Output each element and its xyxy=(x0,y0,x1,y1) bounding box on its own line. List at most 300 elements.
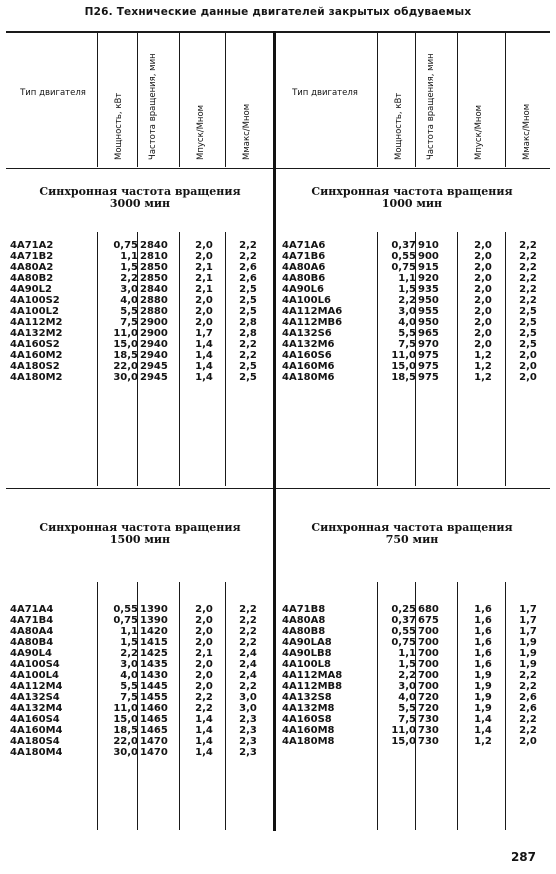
table-row xyxy=(0,670,556,681)
max-ratio-cell: 2,5 xyxy=(519,339,537,350)
max-ratio-cell: 2,2 xyxy=(519,284,537,295)
header-start-ratio-label: Мпуск/Мном xyxy=(196,104,206,160)
start-ratio-cell: 2,0 xyxy=(195,659,213,670)
speed-cell: 2900 xyxy=(140,328,168,339)
motor-type-cell: 4A71B2 xyxy=(10,251,54,262)
max-ratio-cell: 1,7 xyxy=(519,626,537,637)
power-cell: 18,5 xyxy=(113,350,138,361)
start-ratio-cell: 1,6 xyxy=(474,648,492,659)
section-title: Синхронная частота вращения 3000 мин xyxy=(39,185,241,210)
speed-cell: 1420 xyxy=(140,626,168,637)
max-ratio-cell: 2,0 xyxy=(519,350,537,361)
speed-cell: 700 xyxy=(418,659,439,670)
table-row xyxy=(0,284,556,295)
max-ratio-cell: 2,2 xyxy=(519,670,537,681)
motor-type-cell: 4A100S2 xyxy=(10,295,60,306)
speed-cell: 1435 xyxy=(140,659,168,670)
max-ratio-cell: 2,5 xyxy=(239,295,257,306)
start-ratio-cell: 2,0 xyxy=(195,240,213,251)
power-cell: 5,5 xyxy=(120,306,138,317)
table-row xyxy=(0,615,556,626)
speed-cell: 700 xyxy=(418,648,439,659)
speed-cell: 975 xyxy=(418,361,439,372)
speed-cell: 720 xyxy=(418,692,439,703)
table-row xyxy=(0,372,556,383)
table-row xyxy=(0,626,556,637)
header-col-divider xyxy=(377,33,378,167)
motor-type-cell: 4A80A6 xyxy=(282,262,326,273)
power-cell: 15,0 xyxy=(113,339,138,350)
motor-type-cell: 4A71B4 xyxy=(10,615,54,626)
max-ratio-cell: 2,3 xyxy=(239,747,257,758)
header-power-label: Мощность, кВт xyxy=(394,92,404,160)
start-ratio-cell: 2,0 xyxy=(474,339,492,350)
motor-type-cell: 4A132M6 xyxy=(282,339,335,350)
start-ratio-cell: 1,6 xyxy=(474,626,492,637)
header-start-ratio-label: Мпуск/Мном xyxy=(474,104,484,160)
table-row xyxy=(0,240,556,251)
start-ratio-cell: 1,4 xyxy=(195,350,213,361)
power-cell: 18,5 xyxy=(391,372,416,383)
power-cell: 0,55 xyxy=(391,626,416,637)
speed-cell: 2940 xyxy=(140,339,168,350)
motor-type-cell: 4A160M6 xyxy=(282,361,335,372)
table-row xyxy=(0,306,556,317)
speed-cell: 950 xyxy=(418,317,439,328)
table-row xyxy=(0,350,556,361)
table-caption: П26. Технические данные двигателей закрытых обдуваемых xyxy=(84,6,472,18)
table-row xyxy=(0,361,556,372)
max-ratio-cell: 2,2 xyxy=(519,295,537,306)
start-ratio-cell: 1,4 xyxy=(195,372,213,383)
max-ratio-cell: 2,5 xyxy=(519,317,537,328)
motor-type-cell: 4A71B8 xyxy=(282,604,326,615)
start-ratio-cell: 2,0 xyxy=(195,637,213,648)
power-cell: 1,5 xyxy=(120,262,138,273)
speed-cell: 730 xyxy=(418,736,439,747)
power-cell: 0,55 xyxy=(391,251,416,262)
table-row xyxy=(0,659,556,670)
start-ratio-cell: 2,0 xyxy=(474,262,492,273)
middle-rule xyxy=(6,488,550,489)
motor-type-cell: 4A180S2 xyxy=(10,361,60,372)
speed-cell: 1430 xyxy=(140,670,168,681)
power-cell: 1,1 xyxy=(120,251,138,262)
start-ratio-cell: 2,0 xyxy=(195,615,213,626)
start-ratio-cell: 1,2 xyxy=(474,736,492,747)
start-ratio-cell: 1,4 xyxy=(474,714,492,725)
max-ratio-cell: 2,2 xyxy=(239,240,257,251)
table-row xyxy=(0,692,556,703)
speed-cell: 2840 xyxy=(140,240,168,251)
speed-cell: 920 xyxy=(418,273,439,284)
motor-type-cell: 4A100L2 xyxy=(10,306,59,317)
table-row xyxy=(0,637,556,648)
max-ratio-cell: 2,8 xyxy=(239,317,257,328)
table-row xyxy=(0,681,556,692)
max-ratio-cell: 2,5 xyxy=(239,372,257,383)
power-cell: 11,0 xyxy=(113,328,138,339)
table-row xyxy=(0,328,556,339)
power-cell: 4,0 xyxy=(120,295,138,306)
power-cell: 5,5 xyxy=(120,681,138,692)
motor-type-cell: 4A160M8 xyxy=(282,725,335,736)
power-cell: 3,0 xyxy=(398,306,416,317)
power-cell: 30,0 xyxy=(113,372,138,383)
power-cell: 0,37 xyxy=(391,240,416,251)
power-cell: 30,0 xyxy=(113,747,138,758)
power-cell: 0,75 xyxy=(113,240,138,251)
motor-type-cell: 4A112MA6 xyxy=(282,306,343,317)
start-ratio-cell: 2,0 xyxy=(195,251,213,262)
max-ratio-cell: 2,2 xyxy=(519,714,537,725)
start-ratio-cell: 2,1 xyxy=(195,262,213,273)
start-ratio-cell: 1,6 xyxy=(474,604,492,615)
motor-type-cell: 4A80B8 xyxy=(282,626,326,637)
motor-type-cell: 4A112M4 xyxy=(10,681,63,692)
header-col-divider xyxy=(137,33,138,167)
max-ratio-cell: 2,4 xyxy=(239,659,257,670)
start-ratio-cell: 1,9 xyxy=(474,681,492,692)
speed-cell: 2900 xyxy=(140,317,168,328)
table-row xyxy=(0,747,556,758)
start-ratio-cell: 2,0 xyxy=(195,681,213,692)
section-title: Синхронная частота вращения 750 мин xyxy=(311,521,513,546)
start-ratio-cell: 1,9 xyxy=(474,670,492,681)
speed-cell: 1470 xyxy=(140,736,168,747)
power-cell: 5,5 xyxy=(398,328,416,339)
max-ratio-cell: 1,7 xyxy=(519,604,537,615)
motor-type-cell: 4A100S4 xyxy=(10,659,60,670)
power-cell: 7,5 xyxy=(398,339,416,350)
motor-type-cell: 4A80A2 xyxy=(10,262,54,273)
power-cell: 2,2 xyxy=(398,670,416,681)
power-cell: 2,2 xyxy=(120,273,138,284)
start-ratio-cell: 2,0 xyxy=(474,317,492,328)
max-ratio-cell: 2,2 xyxy=(519,273,537,284)
power-cell: 18,5 xyxy=(113,725,138,736)
table-row xyxy=(0,736,556,747)
power-cell: 1,5 xyxy=(398,659,416,670)
start-ratio-cell: 2,0 xyxy=(195,626,213,637)
section-title: Синхронная частота вращения 1500 мин xyxy=(39,521,241,546)
speed-cell: 2850 xyxy=(140,262,168,273)
power-cell: 4,0 xyxy=(120,670,138,681)
speed-cell: 2880 xyxy=(140,306,168,317)
power-cell: 0,75 xyxy=(113,615,138,626)
start-ratio-cell: 1,6 xyxy=(474,615,492,626)
motor-type-cell: 4A80A4 xyxy=(10,626,54,637)
motor-type-cell: 4A132M4 xyxy=(10,703,63,714)
max-ratio-cell: 2,3 xyxy=(239,736,257,747)
start-ratio-cell: 1,4 xyxy=(195,714,213,725)
power-cell: 22,0 xyxy=(113,736,138,747)
motor-type-cell: 4A80A8 xyxy=(282,615,326,626)
table-row xyxy=(0,604,556,615)
start-ratio-cell: 1,2 xyxy=(474,350,492,361)
table-row xyxy=(0,251,556,262)
power-cell: 0,37 xyxy=(391,615,416,626)
motor-type-cell: 4A90LB8 xyxy=(282,648,332,659)
max-ratio-cell: 2,2 xyxy=(239,615,257,626)
start-ratio-cell: 2,0 xyxy=(474,251,492,262)
motor-type-cell: 4A180M6 xyxy=(282,372,335,383)
max-ratio-cell: 2,0 xyxy=(519,361,537,372)
start-ratio-cell: 2,0 xyxy=(474,306,492,317)
speed-cell: 700 xyxy=(418,681,439,692)
motor-type-cell: 4A80B6 xyxy=(282,273,326,284)
speed-cell: 900 xyxy=(418,251,439,262)
page-number: 287 xyxy=(510,850,536,864)
max-ratio-cell: 2,3 xyxy=(239,714,257,725)
motor-type-cell: 4A100L4 xyxy=(10,670,59,681)
table-row xyxy=(0,648,556,659)
start-ratio-cell: 2,0 xyxy=(195,604,213,615)
max-ratio-cell: 2,6 xyxy=(519,703,537,714)
speed-cell: 2880 xyxy=(140,295,168,306)
max-ratio-cell: 2,2 xyxy=(239,339,257,350)
max-ratio-cell: 2,2 xyxy=(519,725,537,736)
start-ratio-cell: 1,4 xyxy=(195,339,213,350)
motor-type-cell: 4A132M8 xyxy=(282,703,335,714)
motor-type-cell: 4A160S4 xyxy=(10,714,60,725)
header-col-divider xyxy=(415,33,416,167)
motor-type-cell: 4A160S2 xyxy=(10,339,60,350)
motor-type-cell: 4A132M2 xyxy=(10,328,63,339)
max-ratio-cell: 2,8 xyxy=(239,328,257,339)
speed-cell: 730 xyxy=(418,714,439,725)
start-ratio-cell: 1,4 xyxy=(195,736,213,747)
table-row xyxy=(0,703,556,714)
power-cell: 1,5 xyxy=(120,637,138,648)
max-ratio-cell: 2,2 xyxy=(239,637,257,648)
power-cell: 2,2 xyxy=(120,648,138,659)
motor-type-cell: 4A80B4 xyxy=(10,637,54,648)
power-cell: 7,5 xyxy=(398,714,416,725)
max-ratio-cell: 1,9 xyxy=(519,659,537,670)
start-ratio-cell: 2,0 xyxy=(474,240,492,251)
max-ratio-cell: 2,4 xyxy=(239,670,257,681)
motor-type-cell: 4A71A2 xyxy=(10,240,54,251)
table-row xyxy=(0,273,556,284)
start-ratio-cell: 1,9 xyxy=(474,692,492,703)
max-ratio-cell: 2,3 xyxy=(239,725,257,736)
max-ratio-cell: 2,2 xyxy=(239,251,257,262)
motor-type-cell: 4A112MA8 xyxy=(282,670,343,681)
speed-cell: 1470 xyxy=(140,747,168,758)
speed-cell: 2945 xyxy=(140,372,168,383)
power-cell: 1,1 xyxy=(398,273,416,284)
power-cell: 15,0 xyxy=(391,361,416,372)
max-ratio-cell: 2,5 xyxy=(239,284,257,295)
speed-cell: 1460 xyxy=(140,703,168,714)
speed-cell: 975 xyxy=(418,372,439,383)
motor-type-cell: 4A180S4 xyxy=(10,736,60,747)
motor-type-cell: 4A112M2 xyxy=(10,317,63,328)
start-ratio-cell: 1,4 xyxy=(474,725,492,736)
power-cell: 15,0 xyxy=(391,736,416,747)
max-ratio-cell: 2,2 xyxy=(519,240,537,251)
speed-cell: 965 xyxy=(418,328,439,339)
header-col-divider xyxy=(97,33,98,167)
speed-cell: 730 xyxy=(418,725,439,736)
motor-type-cell: 4A160M2 xyxy=(10,350,63,361)
power-cell: 1,1 xyxy=(120,626,138,637)
table-row xyxy=(0,339,556,350)
start-ratio-cell: 1,2 xyxy=(474,361,492,372)
start-ratio-cell: 1,4 xyxy=(195,361,213,372)
motor-type-cell: 4A160M4 xyxy=(10,725,63,736)
motor-type-cell: 4A71A6 xyxy=(282,240,326,251)
table-row xyxy=(0,295,556,306)
power-cell: 4,0 xyxy=(398,317,416,328)
speed-cell: 1390 xyxy=(140,604,168,615)
speed-cell: 675 xyxy=(418,615,439,626)
motor-type-cell: 4A160S6 xyxy=(282,350,332,361)
speed-cell: 935 xyxy=(418,284,439,295)
speed-cell: 1415 xyxy=(140,637,168,648)
max-ratio-cell: 2,4 xyxy=(239,648,257,659)
motor-type-cell: 4A90LA8 xyxy=(282,637,332,648)
header-type-label: Тип двигателя xyxy=(292,88,358,98)
speed-cell: 910 xyxy=(418,240,439,251)
speed-cell: 2850 xyxy=(140,273,168,284)
speed-cell: 950 xyxy=(418,295,439,306)
speed-cell: 1455 xyxy=(140,692,168,703)
start-ratio-cell: 2,0 xyxy=(195,317,213,328)
start-ratio-cell: 2,0 xyxy=(195,306,213,317)
header-speed-label: Частота вращения, мин xyxy=(426,53,436,160)
max-ratio-cell: 2,6 xyxy=(239,273,257,284)
speed-cell: 955 xyxy=(418,306,439,317)
motor-type-cell: 4A180M2 xyxy=(10,372,63,383)
speed-cell: 700 xyxy=(418,637,439,648)
power-cell: 7,5 xyxy=(120,692,138,703)
power-cell: 2,2 xyxy=(398,295,416,306)
power-cell: 22,0 xyxy=(113,361,138,372)
start-ratio-cell: 2,1 xyxy=(195,284,213,295)
power-cell: 11,0 xyxy=(391,350,416,361)
header-power-label: Мощность, кВт xyxy=(114,92,124,160)
speed-cell: 970 xyxy=(418,339,439,350)
motor-type-cell: 4A90L4 xyxy=(10,648,52,659)
power-cell: 3,0 xyxy=(120,284,138,295)
motor-type-cell: 4A132S8 xyxy=(282,692,332,703)
header-max-ratio-label: Ммакс/Мном xyxy=(242,103,252,160)
header-bottom-rule xyxy=(6,168,550,169)
motor-type-cell: 4A71B6 xyxy=(282,251,326,262)
power-cell: 3,0 xyxy=(398,681,416,692)
speed-cell: 2840 xyxy=(140,284,168,295)
motor-type-cell: 4A100L6 xyxy=(282,295,331,306)
start-ratio-cell: 2,0 xyxy=(195,670,213,681)
start-ratio-cell: 2,1 xyxy=(195,648,213,659)
max-ratio-cell: 2,2 xyxy=(519,251,537,262)
start-ratio-cell: 2,0 xyxy=(474,295,492,306)
power-cell: 1,5 xyxy=(398,284,416,295)
max-ratio-cell: 1,7 xyxy=(519,615,537,626)
power-cell: 15,0 xyxy=(113,714,138,725)
power-cell: 0,75 xyxy=(391,637,416,648)
speed-cell: 1465 xyxy=(140,714,168,725)
section-title: Синхронная частота вращения 1000 мин xyxy=(311,185,513,210)
motor-type-cell: 4A90L6 xyxy=(282,284,324,295)
max-ratio-cell: 2,2 xyxy=(519,681,537,692)
max-ratio-cell: 2,2 xyxy=(239,604,257,615)
max-ratio-cell: 2,2 xyxy=(519,262,537,273)
power-cell: 4,0 xyxy=(398,692,416,703)
table-row xyxy=(0,262,556,273)
max-ratio-cell: 2,6 xyxy=(519,692,537,703)
motor-type-cell: 4A132S4 xyxy=(10,692,60,703)
start-ratio-cell: 1,6 xyxy=(474,637,492,648)
max-ratio-cell: 2,5 xyxy=(239,361,257,372)
header-col-divider xyxy=(225,33,226,167)
speed-cell: 1425 xyxy=(140,648,168,659)
max-ratio-cell: 3,0 xyxy=(239,692,257,703)
start-ratio-cell: 1,9 xyxy=(474,703,492,714)
motor-type-cell: 4A160S8 xyxy=(282,714,332,725)
power-cell: 1,1 xyxy=(398,648,416,659)
motor-type-cell: 4A112MB6 xyxy=(282,317,343,328)
speed-cell: 2810 xyxy=(140,251,168,262)
start-ratio-cell: 1,2 xyxy=(474,372,492,383)
max-ratio-cell: 2,5 xyxy=(239,306,257,317)
power-cell: 3,0 xyxy=(120,659,138,670)
speed-cell: 700 xyxy=(418,626,439,637)
table-row xyxy=(0,317,556,328)
power-cell: 5,5 xyxy=(398,703,416,714)
header-col-divider xyxy=(505,33,506,167)
speed-cell: 720 xyxy=(418,703,439,714)
motor-type-cell: 4A90L2 xyxy=(10,284,52,295)
max-ratio-cell: 2,0 xyxy=(519,736,537,747)
start-ratio-cell: 2,2 xyxy=(195,703,213,714)
power-cell: 11,0 xyxy=(113,703,138,714)
motor-type-cell: 4A71A4 xyxy=(10,604,54,615)
speed-cell: 700 xyxy=(418,670,439,681)
max-ratio-cell: 1,9 xyxy=(519,637,537,648)
max-ratio-cell: 3,0 xyxy=(239,703,257,714)
motor-type-cell: 4A80B2 xyxy=(10,273,54,284)
start-ratio-cell: 2,0 xyxy=(474,328,492,339)
speed-cell: 2940 xyxy=(140,350,168,361)
start-ratio-cell: 1,4 xyxy=(195,747,213,758)
header-speed-label: Частота вращения, мин xyxy=(148,53,158,160)
speed-cell: 1465 xyxy=(140,725,168,736)
power-cell: 0,25 xyxy=(391,604,416,615)
motor-type-cell: 4A100L8 xyxy=(282,659,331,670)
motor-type-cell: 4A132S6 xyxy=(282,328,332,339)
header-type-label: Тип двигателя xyxy=(20,88,86,98)
power-cell: 11,0 xyxy=(391,725,416,736)
power-cell: 0,55 xyxy=(113,604,138,615)
max-ratio-cell: 2,6 xyxy=(239,262,257,273)
speed-cell: 975 xyxy=(418,350,439,361)
max-ratio-cell: 2,5 xyxy=(519,306,537,317)
max-ratio-cell: 2,5 xyxy=(519,328,537,339)
start-ratio-cell: 2,0 xyxy=(474,273,492,284)
speed-cell: 680 xyxy=(418,604,439,615)
motor-type-cell: 4A180M8 xyxy=(282,736,335,747)
table-row xyxy=(0,725,556,736)
speed-cell: 915 xyxy=(418,262,439,273)
power-cell: 0,75 xyxy=(391,262,416,273)
start-ratio-cell: 2,0 xyxy=(195,295,213,306)
max-ratio-cell: 1,9 xyxy=(519,648,537,659)
header-col-divider xyxy=(457,33,458,167)
header-max-ratio-label: Ммакс/Мном xyxy=(522,103,532,160)
